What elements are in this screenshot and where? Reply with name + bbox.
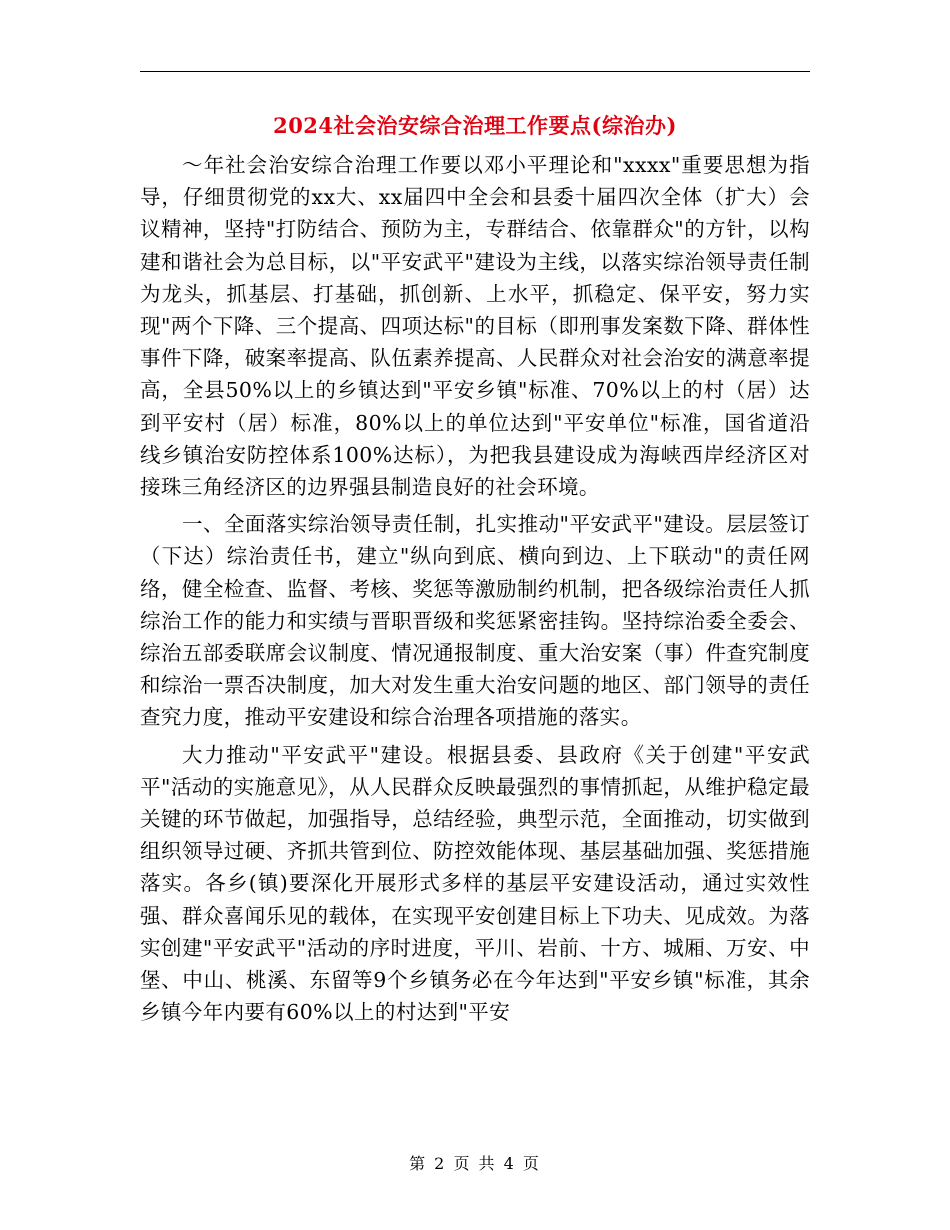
- paragraph-safe-wuping: 大力推动"平安武平"建设。根据县委、县政府《关于创建"平安武平"活动的实施意见》，从人民群众反映最强烈的事情抓起，从维护稳定最关键的环节做起，加强指导，总结经验，典型示范，全面推动，切实做到组织领导过硬、齐抓共管到位、防控效能体现、基层基础加强、奖惩措施落实。各乡(镇)要深化开展形式多样的基层平安建设活动，通过实效性强、群众喜闻乐见的载体，在实现平安创建目标上下功夫、见成效。为落实创建"平安武平"活动的序时进度，平川、岩前、十方、城厢、万安、中堡、中山、桃溪、东留等9个乡镇务必在今年达到"平安乡镇"标准，其余乡镇今年内要有60%以上的村达到"平安: [140, 742, 810, 1025]
- paragraph-intro: ～年社会治安综合治理工作要以邓小平理论和"xxxx"重要思想为指导，仔细贯彻党的xx大、xx届四中全会和县委十届四次全体（扩大）会议精神，坚持"打防结合、预防为主，专群结合、依靠群众"的方针，以构建和谐社会为总目标，以"平安武平"建设为主线，以落实综治领导责任制为龙头，抓基层、打基础，抓创新、上水平，抓稳定、保平安，努力实现"两个下降、三个提高、四项达标"的目标（即刑事发案数下降、群体性事件下降，破案率提高、队伍素养提高、人民群众对社会治安的满意率提高，全县50%以上的乡镇达到"平安乡镇"标准、70%以上的村（居）达到平安村（居）标准，80%以上的单位达到"平安单位"标准，国省道沿线乡镇治安防控体系100%达标），为把我县建设成为海峡西岸经济区对接珠三角经济区的边界强县制造良好的社会环境。: [140, 153, 810, 500]
- document-body: [140, 149, 810, 1028]
- header-rule: [140, 71, 810, 72]
- document-title: 2024社会治安综合治理工作要点(综治办): [273, 113, 677, 138]
- paragraph-section-one: 一、全面落实综治领导责任制，扎实推动"平安武平"建设。层层签订（下达）综治责任书，建立"纵向到底、横向到边、上下联动"的责任网络，健全检查、监督、考核、奖惩等激励制约机制，把各级综治责任人抓综治工作的能力和实绩与晋职晋级和奖惩紧密挂钩。坚持综治委全委会、综治五部委联席会议制度、情况通报制度、重大治安案（事）件查究制度和综治一票否决制度，加大对发生重大治安问题的地区、部门领导的责任查究力度，推动平安建设和综合治理各项措施的落实。: [140, 512, 810, 730]
- page-number-footer: 第 2 页 共 4 页: [409, 1154, 541, 1173]
